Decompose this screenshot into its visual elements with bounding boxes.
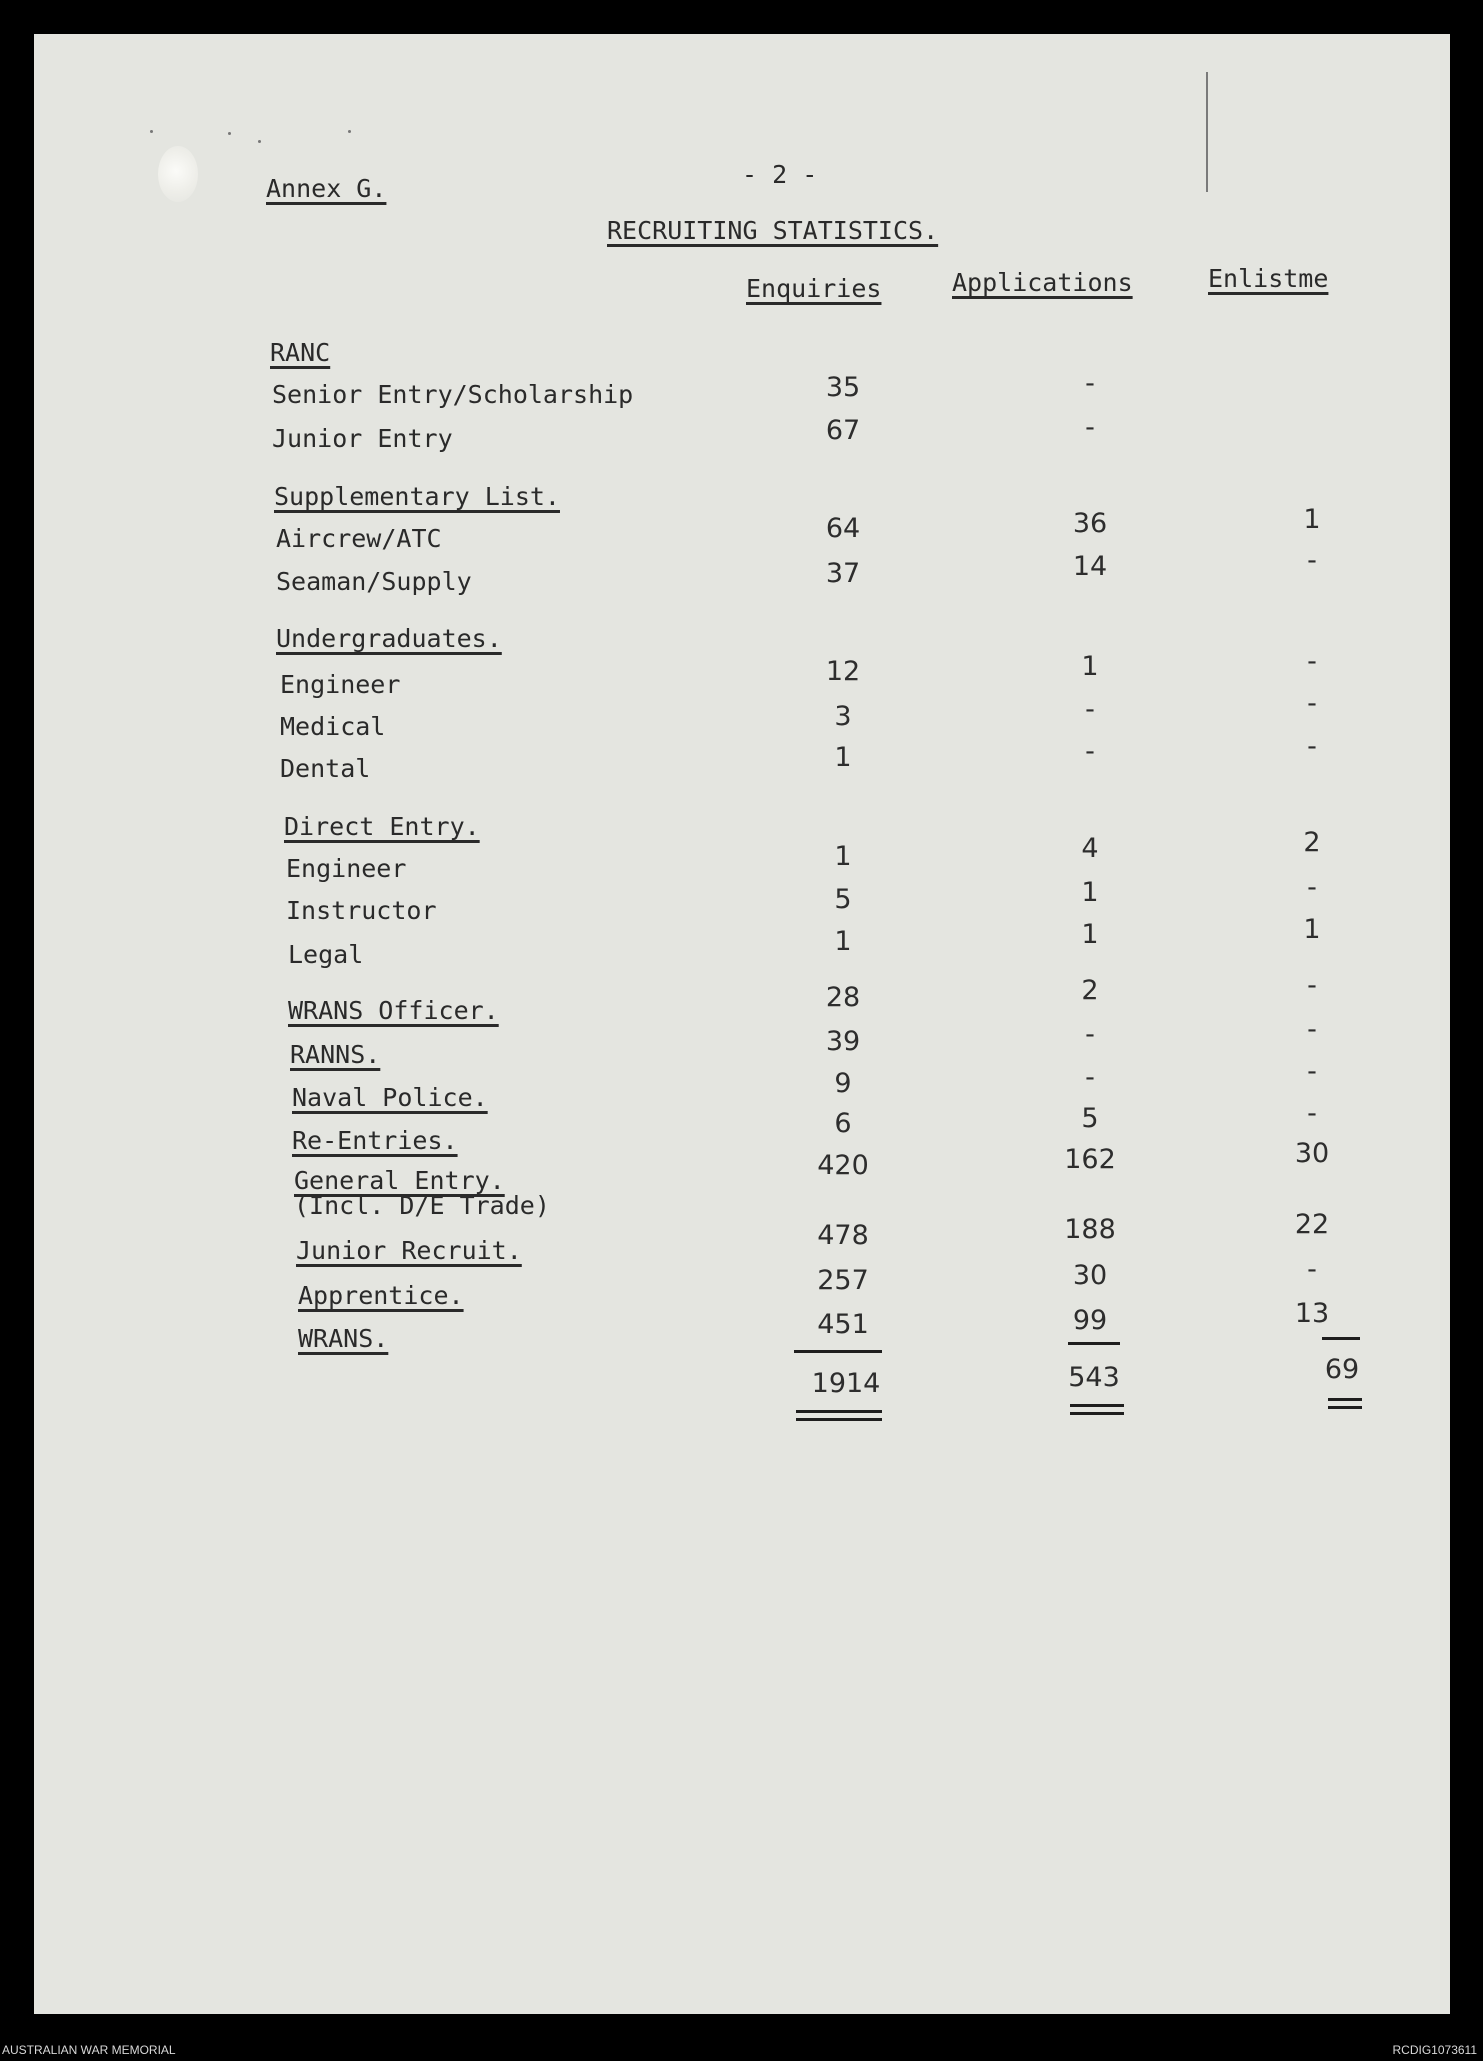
speck: [228, 132, 231, 135]
cell-applications: 14: [1072, 551, 1108, 582]
cell-enlistments: -: [1307, 1098, 1317, 1129]
row-label: Naval Police.: [292, 1083, 488, 1112]
row-label: Medical: [280, 712, 386, 741]
row-label: Supplementary List.: [274, 482, 560, 511]
cell-applications: 30: [1072, 1260, 1108, 1291]
cell-enlistments: 22: [1294, 1209, 1330, 1240]
cell-applications: 4: [1081, 833, 1099, 864]
cell-enlistments: -: [1307, 1056, 1317, 1087]
row-label: Engineer: [286, 854, 407, 883]
speck: [348, 130, 351, 133]
footer-source: AUSTRALIAN WAR MEMORIAL: [2, 2043, 176, 2057]
cell-enlistments: -: [1307, 545, 1317, 576]
cell-enquiries: 64: [825, 513, 861, 544]
row-label: Undergraduates.: [276, 624, 502, 653]
cell-enlistments: -: [1307, 646, 1317, 677]
cell-enlistments: 1: [1303, 914, 1321, 945]
double-rule-enquiries: [796, 1418, 882, 1421]
annex-label: Annex G.: [266, 174, 387, 203]
cell-enlistments: 1: [1303, 504, 1321, 535]
document-title: RECRUITING STATISTICS.: [607, 216, 939, 245]
cell-enquiries: 35: [825, 372, 861, 403]
column-header-applications: Applications: [952, 268, 1133, 297]
cell-enlistments: 13: [1294, 1298, 1330, 1329]
double-rule-applications: [1070, 1404, 1124, 1407]
cell-enlistments: 2: [1303, 827, 1321, 858]
page-number: - 2 -: [742, 160, 818, 189]
column-header-enquiries: Enquiries: [746, 274, 882, 303]
row-label: Junior Entry: [272, 424, 453, 453]
total-enlistments: 69: [1324, 1354, 1360, 1385]
pencil-mark: [1206, 72, 1208, 192]
cell-applications: 1: [1081, 651, 1099, 682]
cell-applications: -: [1085, 1062, 1095, 1093]
row-label: Direct Entry.: [284, 812, 480, 841]
row-label: Instructor: [286, 896, 437, 925]
cell-enquiries: 1: [834, 742, 852, 773]
row-label: WRANS.: [298, 1324, 389, 1353]
row-label: General Entry.: [294, 1166, 505, 1195]
double-rule-applications: [1070, 1412, 1124, 1415]
cell-enquiries: 28: [825, 982, 861, 1013]
row-label: Seaman/Supply: [276, 567, 472, 596]
cell-enlistments: -: [1307, 970, 1317, 1001]
cell-enlistments: -: [1307, 872, 1317, 903]
cell-enquiries: 37: [825, 558, 861, 589]
cell-enlistments: -: [1307, 688, 1317, 719]
row-label: Aircrew/ATC: [276, 524, 442, 553]
cell-enlistments: 30: [1294, 1138, 1330, 1169]
speck: [150, 130, 153, 133]
row-label: RANNS.: [290, 1040, 381, 1069]
row-label: WRANS Officer.: [288, 996, 499, 1025]
cell-applications: 5: [1081, 1103, 1099, 1134]
row-label: RANC: [270, 338, 331, 367]
cell-enquiries: 6: [834, 1108, 852, 1139]
cell-enlistments: -: [1307, 1014, 1317, 1045]
cell-enquiries: 451: [817, 1309, 869, 1340]
cell-enquiries: 478: [817, 1220, 869, 1251]
row-label: Senior Entry/Scholarship: [272, 380, 634, 409]
cell-enlistments: -: [1307, 731, 1317, 762]
cell-enquiries: 12: [825, 656, 861, 687]
cell-applications: 1: [1081, 919, 1099, 950]
cell-enquiries: 1: [834, 841, 852, 872]
staple-hole: [158, 146, 198, 202]
cell-enquiries: 1: [834, 926, 852, 957]
cell-enquiries: 39: [825, 1026, 861, 1057]
cell-applications: 99: [1072, 1305, 1108, 1336]
row-label: Dental: [280, 754, 371, 783]
column-header-enlistments: Enlistme: [1208, 264, 1329, 293]
cell-enquiries: 3: [834, 701, 852, 732]
speck: [258, 140, 261, 143]
cell-applications: 36: [1072, 508, 1108, 539]
total-applications: 543: [1068, 1362, 1120, 1393]
row-label: Legal: [288, 940, 364, 969]
cell-applications: -: [1085, 1019, 1095, 1050]
row-label: Junior Recruit.: [296, 1236, 522, 1265]
cell-applications: -: [1085, 736, 1095, 767]
cell-enquiries: 257: [817, 1265, 869, 1296]
total-enquiries: 1914: [811, 1368, 881, 1399]
double-rule-enlistments: [1328, 1406, 1362, 1409]
double-rule-enquiries: [796, 1410, 882, 1413]
row-label: Engineer: [280, 670, 401, 699]
cell-applications: 1: [1081, 877, 1099, 908]
subtotal-rule-applications: [1068, 1342, 1120, 1345]
subtotal-rule-enlistments: [1322, 1337, 1360, 1340]
cell-enquiries: 420: [817, 1150, 869, 1181]
cell-applications: -: [1085, 368, 1095, 399]
cell-enquiries: 5: [834, 884, 852, 915]
cell-enquiries: 67: [825, 415, 861, 446]
cell-applications: 162: [1064, 1144, 1116, 1175]
double-rule-enlistments: [1328, 1398, 1362, 1401]
row-label: Apprentice.: [298, 1281, 464, 1310]
cell-applications: 188: [1064, 1214, 1116, 1245]
row-label: Re-Entries.: [292, 1126, 458, 1155]
row-label: (Incl. D/E Trade): [294, 1191, 550, 1220]
cell-applications: -: [1085, 694, 1095, 725]
cell-enlistments: -: [1307, 1254, 1317, 1285]
cell-enquiries: 9: [834, 1068, 852, 1099]
cell-applications: 2: [1081, 975, 1099, 1006]
cell-applications: -: [1085, 412, 1095, 443]
footer-id: RCDIG1073611: [1392, 2043, 1477, 2057]
subtotal-rule-enquiries: [794, 1350, 882, 1353]
document-page: [34, 34, 1450, 2014]
